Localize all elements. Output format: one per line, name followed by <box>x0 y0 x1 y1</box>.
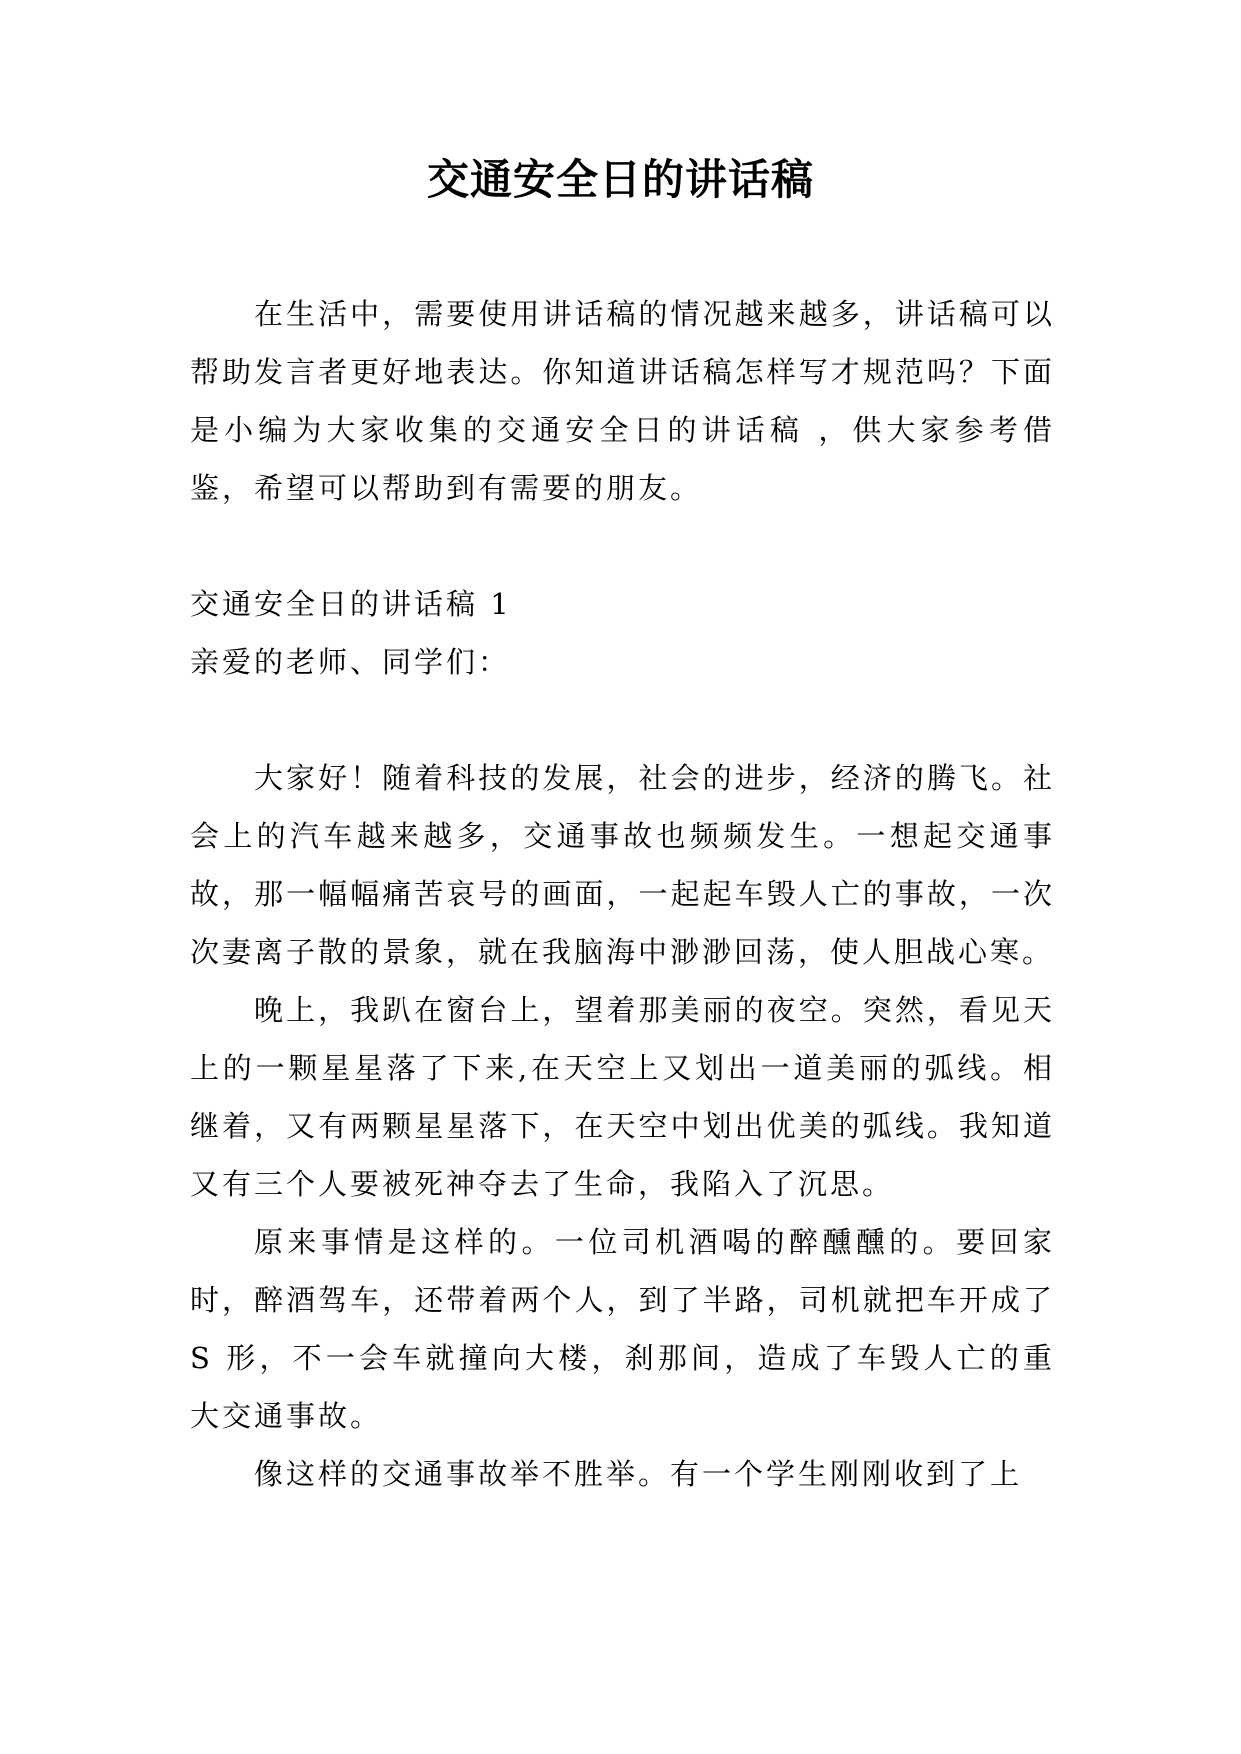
body-paragraph: 像这样的交通事故举不胜举。有一个学生刚刚收到了上 <box>254 1457 1023 1491</box>
spacer <box>190 691 1055 749</box>
section-heading: 交通安全日的讲话稿 1 <box>190 587 512 621</box>
body-paragraph: 原来事情是这样的。一位司机酒喝的醉醺醺的。要回家时，醉酒驾车，还带着两个人，到了半路，司机就把车开成了 S 形，不一会车就撞向大楼，刹那间，造成了车毁人亡的重大交通事故。 <box>190 1225 1055 1433</box>
spacer <box>190 517 1055 575</box>
document-title: 交通安全日的讲话稿 <box>426 155 814 204</box>
intro-paragraph: 在生活中，需要使用讲话稿的情况越来越多，讲话稿可以帮助发言者更好地表达。你知道讲话稿怎样写才规范吗？下面是小编为大家收集的交通安全日的讲话稿 ，供大家参考借鉴，希望可以帮助到有需要的朋友。 <box>190 297 1055 505</box>
body-paragraph: 晚上，我趴在窗台上，望着那美丽的夜空。突然，看见天上的一颗星星落了下来,在天空上又划出一道美丽的弧线。相继着，又有两颗星星落下，在天空中划出优美的弧线。我知道又有三个人要被死神夺去了生命，我陷入了沉思。 <box>190 993 1055 1201</box>
body-paragraph: 大家好！随着科技的发展，社会的进步，经济的腾飞。社会上的汽车越来越多，交通事故也频频发生。一想起交通事故，那一幅幅痛苦哀号的画面，一起起车毁人亡的事故，一次次妻离子散的景象，就在我脑海中渺渺回荡，使人胆战心寒。 <box>190 761 1055 969</box>
salutation: 亲爱的老师、同学们： <box>190 645 511 679</box>
document-body <box>190 285 1055 1503</box>
